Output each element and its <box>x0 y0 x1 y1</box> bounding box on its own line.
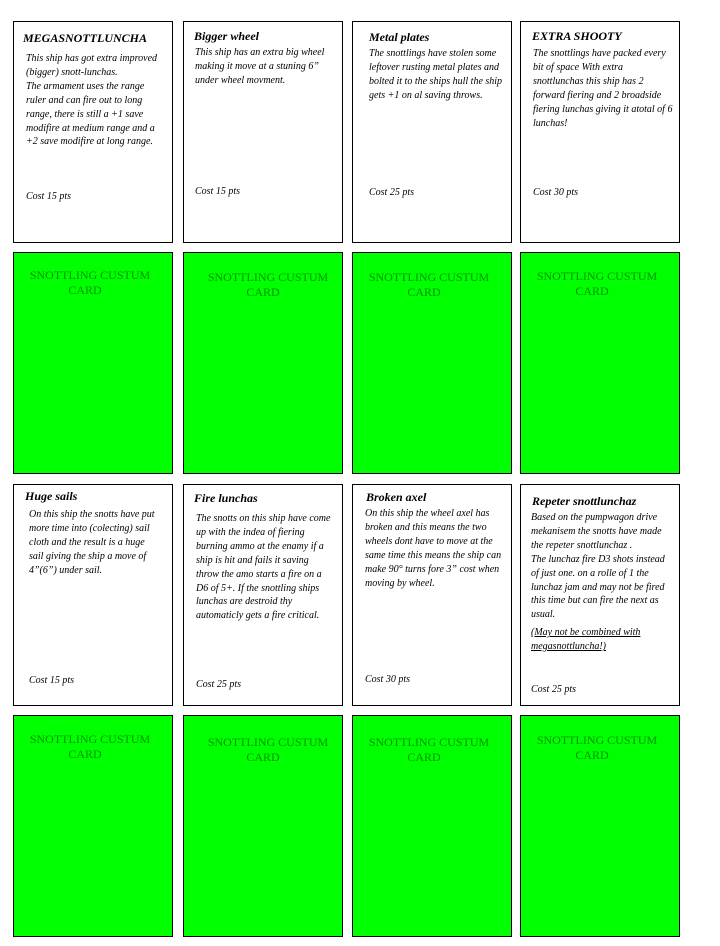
card-title: Repeter snottlunchaz <box>532 494 637 508</box>
card-back-line1: SNOTTLING CUSTUM <box>29 732 151 746</box>
card-description <box>531 511 675 654</box>
card-title: Broken axel <box>366 490 427 504</box>
ability-card <box>13 484 173 706</box>
description-paragraph: This ship has an extra big wheel making it move at a stuning 6” under wheel movment. <box>195 47 325 86</box>
ability-card <box>183 484 343 706</box>
card-back-title <box>16 268 164 298</box>
card-title: Metal plates <box>369 30 430 44</box>
card-back-line1: SNOTTLING CUSTUM <box>207 735 329 749</box>
card-back-line2: CARD <box>68 283 102 297</box>
card-back-title <box>194 735 342 765</box>
description-paragraph: The snottlings have packed every bit of space With extra snottlunchas this ship has 2 forward fiering and 2 broadside fiering lunchas giving it atotal of 6 lunchas! <box>533 48 673 129</box>
card-title: Huge sails <box>25 489 78 503</box>
card-back <box>352 252 512 474</box>
card-back-line1: SNOTTLING CUSTUM <box>368 735 490 749</box>
card-back-line2: CARD <box>575 748 609 762</box>
card-back <box>520 252 680 474</box>
card-title: EXTRA SHOOTY <box>532 29 622 43</box>
card-back-line2: CARD <box>246 285 280 299</box>
card-back-line1: SNOTTLING CUSTUM <box>29 268 151 282</box>
card-back-line2: CARD <box>575 284 609 298</box>
card-back <box>183 715 343 937</box>
card-back-line1: SNOTTLING CUSTUM <box>536 269 658 283</box>
card-back-line1: SNOTTLING CUSTUM <box>368 270 490 284</box>
description-paragraph: On this ship the snotts have put more time into (colecting) sail cloth and the result is a huge sail giving the ship a move of 4”(6”) under sail. <box>29 509 155 576</box>
card-back-line1: SNOTTLING CUSTUM <box>207 270 329 284</box>
ability-card <box>520 21 680 243</box>
card-back-title <box>523 269 671 299</box>
card-note: (May not be combined with megasnottluncha!) <box>531 627 641 653</box>
card-cost: Cost 30 pts <box>533 187 579 198</box>
ability-card <box>352 484 512 706</box>
card-title: Bigger wheel <box>194 29 259 43</box>
card-back-line2: CARD <box>407 750 441 764</box>
description-paragraph: The armament uses the range ruler and can fire out to long range, there is still a +1 save modifire at medium range and a +2 save modifire at long range. <box>26 80 155 148</box>
card-cost: Cost 25 pts <box>531 684 577 695</box>
description-paragraph: Based on the pumpwagon drive mekanisem the snotts have made the repeter snottlunchaz . <box>531 512 662 551</box>
card-description <box>196 512 332 623</box>
card-back <box>520 715 680 937</box>
card-title: MEGASNOTTLUNCHA <box>23 31 148 45</box>
ability-card <box>183 21 343 243</box>
ability-card <box>352 21 512 243</box>
card-title: Fire lunchas <box>194 491 258 505</box>
card-description <box>533 47 673 130</box>
description-paragraph: On this ship the wheel axel has broken and this means the two wheels dont have to move at the same time this means the ship can make 90° turns fore 3” cost when moving by wheel. <box>365 508 502 589</box>
card-cost: Cost 15 pts <box>29 675 75 686</box>
card-back <box>352 715 512 937</box>
card-cost: Cost 25 pts <box>369 187 415 198</box>
description-paragraph: The snotts on this ship have come up with the indea of fiering burning ammo at the enamy if a ship is hit and fails it saving throw the amo starts a fire on a D6 of 5+. If the snottling ships lunchas are destroid thy automaticly gets a fire critical. <box>196 513 331 622</box>
card-back-title <box>355 270 503 300</box>
card-back-line2: CARD <box>68 747 102 761</box>
card-back-title <box>16 732 164 762</box>
card-description <box>26 52 162 149</box>
card-back-line1: SNOTTLING CUSTUM <box>536 733 658 747</box>
card-back-line2: CARD <box>407 285 441 299</box>
card-description <box>369 47 503 103</box>
card-back <box>13 715 173 937</box>
card-description <box>365 507 505 590</box>
card-description <box>29 508 161 578</box>
description-paragraph: The lunchaz fire D3 shots instead of just one. on a rolle of 1 the lunchaz jam and may not be fired this time but can fire the next as usual. <box>531 553 665 621</box>
card-back-title <box>355 735 503 765</box>
card-cost: Cost 15 pts <box>195 186 241 197</box>
card-back <box>183 252 343 474</box>
description-paragraph: The snottlings have stolen some leftover rusting metal plates and bolted it to the ships hull the ship gets +1 on al saving throws. <box>369 48 503 101</box>
card-back-title <box>194 270 342 300</box>
card-back-line2: CARD <box>246 750 280 764</box>
ability-card <box>13 21 173 243</box>
card-cost: Cost 25 pts <box>196 679 242 690</box>
card-back <box>13 252 173 474</box>
description-paragraph: This ship has got extra improved (bigger) snott-lunchas. <box>26 53 158 78</box>
card-description <box>195 46 335 88</box>
card-back-title <box>523 733 671 763</box>
card-cost: Cost 15 pts <box>26 191 72 202</box>
card-cost: Cost 30 pts <box>365 674 411 685</box>
ability-card <box>520 484 680 706</box>
